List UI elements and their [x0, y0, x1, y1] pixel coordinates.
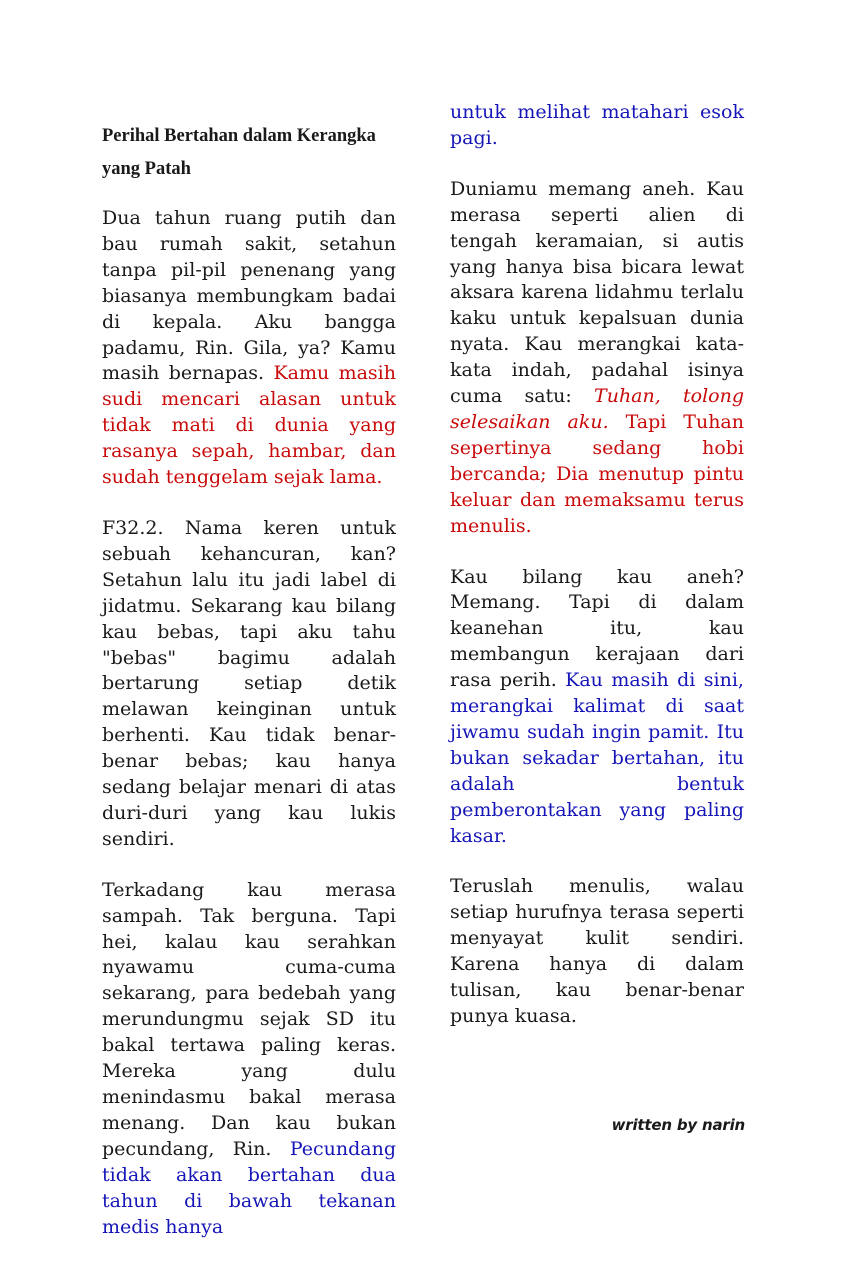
paragraph-4 — [450, 177, 744, 540]
paragraph-4-italic-quote: Tuhan, tolong selesaikan aku. — [450, 385, 744, 433]
right-column — [450, 100, 744, 1055]
paragraph-4-red-emphasis: Tapi Tuhan sepertinya sedang hobi bercanda; Dia menutup pintu keluar dan memaksamu terus menulis. — [450, 410, 744, 537]
left-column — [102, 120, 396, 1265]
paragraph-1-text: Dua tahun ruang putih dan bau rumah sakit, setahun tanpa pil-pil penenang yang biasanya membungkam badai di kepala. Aku bangga padamu, Rin. Gila, ya? Kamu masih bernapas. — [102, 207, 396, 385]
author-signature: written by narin — [611, 1116, 745, 1134]
paragraph-3-blue-emphasis: Pecundang tidak akan bertahan dua tahun di bawah tekanan medis hanya — [102, 1137, 396, 1238]
paragraph-1 — [102, 206, 396, 491]
paragraph-2: F32.2. Nama keren untuk sebuah kehancuran, kan? Setahun lalu itu jadi label di jidatmu. Sekarang kau bilang kau bebas, tapi aku tahu "bebas" bagimu adalah bertarung setiap detik melawan keinginan untuk berhenti. Kau tidak benar-benar bebas; kau hanya sedang belajar menari di atas duri-duri yang kau lukis sendiri. — [102, 516, 396, 850]
paragraph-4-text: Duniamu memang aneh. Kau merasa seperti alien di tengah keramaian, si autis yang hanya bisa bicara lewat aksara karena lidahmu terlalu kaku untuk kepalsuan dunia nyata. Kau merangkai kata-kata indah, padahal isinya cuma satu: — [450, 177, 744, 408]
paragraph-5-text: Kau bilang kau aneh? Memang. Tapi di dalam keanehan itu, kau membangun kerajaan dari rasa perih. — [450, 565, 744, 692]
paragraph-1-red-emphasis: Kamu masih sudi mencari alasan untuk tidak mati di dunia yang rasanya sepah, hambar, dan sudah tenggelam sejak lama. — [102, 362, 396, 489]
paragraph-5-blue-emphasis: Kau masih di sini, merangkai kalimat di saat jiwamu sudah ingin pamit. Itu bukan sekadar bertahan, itu adalah bentuk pemberontakan yang paling kasar. — [450, 669, 744, 847]
paragraph-3 — [102, 878, 396, 1241]
paragraph-5 — [450, 565, 744, 850]
paragraph-3-continued: untuk melihat matahari esok pagi. — [450, 101, 744, 149]
paragraph-3-text: Terkadang kau merasa sampah. Tak berguna. Tapi hei, kalau kau serahkan nyawamu cuma-cuma sekarang, para bedebah yang merundungmu sejak SD itu bakal tertawa paling keras. Mereka yang dulu menindasmu bakal merasa menang. Dan kau bukan pecundang, Rin. — [102, 878, 396, 1160]
paragraph-6: Teruslah menulis, walau setiap hurufnya terasa seperti menyayat kulit sendiri. Karena hanya di dalam tulisan, kau benar-benar punya kuasa. — [450, 875, 744, 1027]
article-title: Perihal Bertahan dalam Kerangka yang Patah — [102, 126, 376, 179]
